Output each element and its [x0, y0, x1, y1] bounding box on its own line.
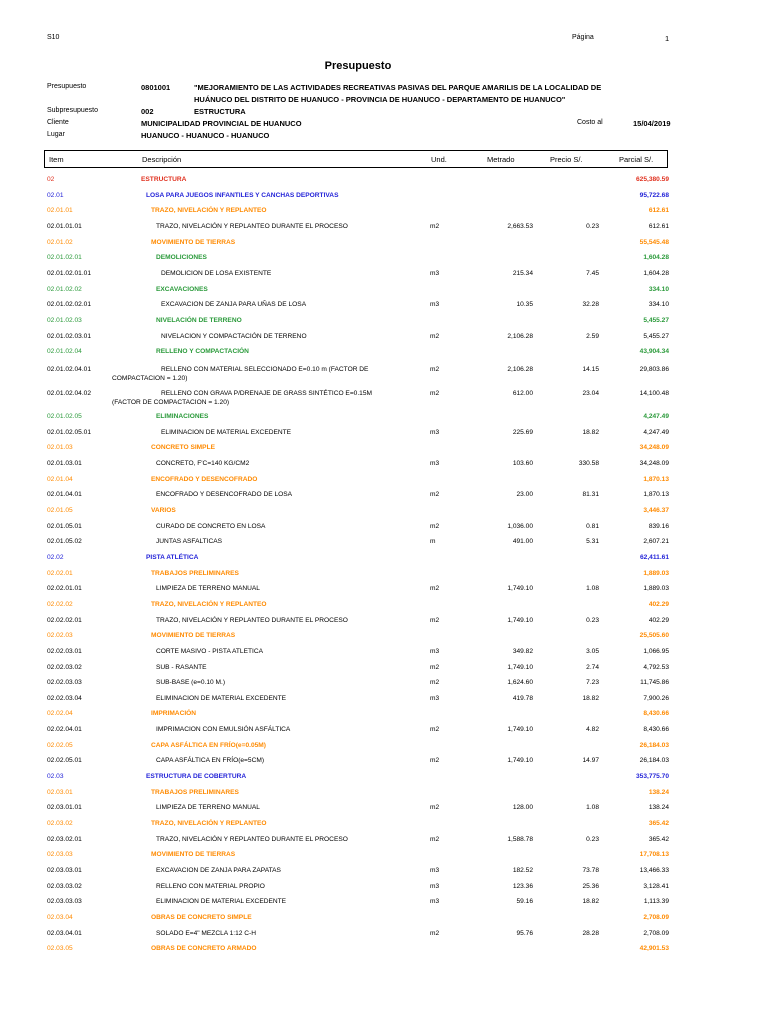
row-item-code: 02.01.02.05: [47, 413, 82, 421]
row-metrado: 23.00: [516, 491, 533, 499]
row-precio: 5.31: [586, 538, 599, 546]
row-precio: 14.97: [582, 757, 599, 765]
row-item-code: 02.01.02: [47, 238, 73, 246]
row-item-code: 02.02.03.01: [47, 647, 82, 655]
row-item-code: 02.01: [47, 191, 64, 199]
row-item-code: 02.02.04.01: [47, 726, 82, 734]
column-metrado: Metrado: [487, 155, 515, 164]
row-metrado: 1,588.78: [507, 835, 533, 843]
row-parcial: 839.16: [648, 522, 669, 530]
row-item-code: 02.01.03: [47, 444, 73, 452]
row-metrado: 95.76: [516, 929, 533, 937]
row-description: TRAZO, NIVELACIÓN Y REPLANTEO: [151, 820, 267, 827]
row-parcial: 1,889.03: [643, 585, 669, 593]
row-parcial: 3,128.41: [643, 882, 669, 890]
row-description: SOLADO E=4" MEZCLA 1:12 C-H: [156, 929, 257, 937]
row-parcial: 612.61: [648, 207, 669, 215]
row-precio: 73.78: [582, 866, 599, 874]
row-description: EXCAVACION DE ZANJA PARA UÑAS DE LOSA: [161, 301, 307, 309]
row-unit: m2: [430, 929, 440, 937]
row-parcial: 34,248.09: [639, 460, 669, 468]
row-item-code: 02.02.03.03: [47, 679, 82, 687]
cliente-value: MUNICIPALIDAD PROVINCIAL DE HUANUCO: [141, 119, 302, 128]
row-item-code: 02.03.05: [47, 945, 73, 953]
presupuesto-code: 0801001: [141, 83, 171, 92]
row-precio: 18.82: [582, 898, 599, 906]
row-unit: m3: [430, 301, 440, 309]
row-unit: m3: [430, 428, 440, 436]
row-metrado: 612.00: [512, 390, 533, 398]
row-description: TRABAJOS PRELIMINARES: [151, 788, 239, 796]
row-unit: m3: [430, 898, 440, 906]
row-parcial: 4,247.49: [643, 413, 669, 421]
row-item-code: 02: [47, 176, 55, 183]
row-item-code: 02.01.05: [47, 507, 73, 514]
row-item-code: 02.02.03: [47, 632, 73, 640]
row-item-code: 02.01.02.05.01: [47, 428, 91, 436]
row-item-code: 02.03.03.01: [47, 866, 82, 874]
row-item-code: 02.01.04.01: [47, 491, 82, 499]
row-description: CONCRETO, F'C=140 KG/CM2: [156, 460, 250, 468]
row-metrado: 215.34: [512, 269, 533, 277]
row-item-code: 02.02.05: [47, 741, 73, 749]
row-item-code: 02.01.05.02: [47, 538, 82, 546]
row-description: RELLENO CON GRAVA P/DRENAJE DE GRASS SINTÉTICO E=0.15M: [161, 390, 372, 398]
row-unit: m2: [430, 390, 440, 398]
row-description: LIMPIEZA DE TERRENO MANUAL: [156, 585, 260, 593]
row-parcial: 2,708.09: [643, 929, 669, 937]
row-parcial: 26,184.03: [639, 741, 669, 749]
row-description: TRAZO, NIVELACIÓN Y REPLANTEO: [151, 207, 267, 215]
row-unit: m: [430, 538, 436, 546]
row-unit: m3: [430, 694, 440, 702]
row-unit: m2: [430, 663, 440, 671]
row-precio: 23.04: [582, 390, 599, 398]
row-precio: 2.74: [586, 663, 599, 671]
row-parcial: 625,380.59: [635, 176, 669, 183]
row-metrado: 349.82: [512, 647, 533, 655]
row-parcial: 7,900.26: [643, 694, 669, 702]
row-precio: 0.23: [586, 835, 599, 843]
row-precio: 4.82: [586, 726, 599, 734]
row-parcial: 2,607.21: [643, 538, 669, 546]
row-parcial: 14,100.48: [639, 390, 669, 398]
row-item-code: 02.02.03.04: [47, 694, 82, 702]
column-precio: Precio S/.: [550, 155, 583, 164]
row-item-code: 02.03.01.01: [47, 804, 82, 812]
row-precio: 81.31: [582, 491, 599, 499]
row-parcial: 365.42: [648, 835, 669, 843]
row-precio: 14.15: [582, 365, 599, 373]
row-unit: m2: [430, 835, 440, 843]
row-item-code: 02.02.01.01: [47, 585, 82, 593]
row-metrado: 10.35: [516, 301, 533, 309]
row-parcial: 55,545.48: [639, 238, 669, 246]
row-item-code: 02.01.02.02.01: [47, 301, 91, 309]
row-item-code: 02.02.02.01: [47, 616, 82, 624]
column-item: Item: [49, 155, 64, 164]
row-item-code: 02.03.03: [47, 851, 73, 859]
row-description: ELIMINACION DE MATERIAL EXCEDENTE: [156, 898, 287, 906]
row-parcial: 5,455.27: [643, 332, 669, 340]
row-parcial: 1,604.28: [643, 254, 669, 262]
costo-label: Costo al: [577, 119, 603, 126]
table-header: [44, 150, 668, 168]
row-metrado: 2,663.53: [507, 222, 533, 230]
row-description-continued: COMPACTACION = 1.20): [112, 374, 188, 382]
row-parcial: 13,466.33: [639, 866, 669, 874]
row-unit: m2: [430, 222, 440, 230]
costo-date: 15/04/2019: [633, 119, 671, 128]
row-description: TRAZO, NIVELACIÓN Y REPLANTEO DURANTE EL PROCESO: [156, 616, 348, 624]
row-unit: m2: [430, 726, 440, 734]
row-precio: 28.28: [582, 929, 599, 937]
row-precio: 18.82: [582, 428, 599, 436]
row-description: DEMOLICIONES: [156, 254, 207, 262]
row-metrado: 182.52: [512, 866, 533, 874]
row-description-continued: (FACTOR DE COMPACTACION = 1.20): [112, 399, 230, 407]
row-item-code: 02.02.01: [47, 569, 73, 577]
row-parcial: 334.10: [648, 301, 669, 309]
row-description: OBRAS DE CONCRETO SIMPLE: [151, 913, 252, 921]
row-metrado: 2,106.28: [507, 332, 533, 340]
row-item-code: 02.01.02.03: [47, 316, 82, 324]
row-parcial: 34,248.09: [639, 444, 669, 452]
row-metrado: 1,749.10: [507, 757, 533, 765]
row-description: CAPA ASFÁLTICA EN FRÍO(e=0.05M): [151, 741, 266, 749]
row-metrado: 59.16: [516, 898, 533, 906]
row-unit: m3: [430, 460, 440, 468]
row-precio: 3.05: [586, 647, 599, 655]
row-parcial: 1,870.13: [643, 475, 669, 483]
row-unit: m2: [430, 491, 440, 499]
row-description: ENCOFRADO Y DESENCOFRADO DE LOSA: [156, 491, 293, 499]
row-metrado: 225.69: [512, 428, 533, 436]
row-description: ENCOFRADO Y DESENCOFRADO: [151, 475, 258, 483]
row-unit: m2: [430, 522, 440, 530]
row-description: ELIMINACION DE MATERIAL EXCEDENTE: [161, 428, 292, 436]
row-description: CONCRETO SIMPLE: [151, 444, 215, 452]
row-precio: 7.23: [586, 679, 599, 687]
row-description: IMPRIMACION CON EMULSIÓN ASFÁLTICA: [156, 726, 291, 734]
row-item-code: 02.01.02.02: [47, 285, 82, 293]
row-parcial: 353,775.70: [635, 773, 669, 781]
row-item-code: 02.01.02.04.02: [47, 390, 91, 398]
row-parcial: 4,247.49: [643, 428, 669, 436]
row-description: EXCAVACIONES: [156, 285, 208, 293]
row-description: LIMPIEZA DE TERRENO MANUAL: [156, 804, 260, 812]
row-metrado: 491.00: [512, 538, 533, 546]
presupuesto-label: Presupuesto: [47, 83, 87, 90]
report-code: S10: [47, 34, 60, 41]
lugar-value: HUANUCO - HUANUCO - HUANUCO: [141, 131, 270, 140]
row-parcial: 1,889.03: [643, 569, 669, 577]
presupuesto-description-line2: HUÁNUCO DEL DISTRITO DE HUANUCO - PROVINCIA DE HUANUCO - DEPARTAMENTO DE HUANUCO": [194, 95, 566, 104]
row-description: CAPA ASFÁLTICA EN FRÍO(e=5CM): [156, 757, 265, 765]
row-metrado: 128.00: [512, 804, 533, 812]
row-precio: 18.82: [582, 694, 599, 702]
row-description: RELLENO Y COMPACTACIÓN: [156, 348, 249, 356]
row-description: MOVIMIENTO DE TIERRAS: [151, 238, 236, 246]
row-metrado: 1,749.10: [507, 726, 533, 734]
row-item-code: 02.02.03.02: [47, 663, 82, 671]
row-description: NIVELACION Y COMPACTACIÓN DE TERRENO: [161, 332, 307, 340]
row-parcial: 11,745.86: [640, 679, 669, 687]
row-precio: 0.23: [586, 222, 599, 230]
row-parcial: 402.29: [648, 600, 669, 608]
row-item-code: 02.03.02.01: [47, 835, 82, 843]
row-description: TRAZO, NIVELACIÓN Y REPLANTEO DURANTE EL PROCESO: [156, 835, 348, 843]
row-description: ELIMINACIONES: [156, 413, 209, 421]
row-item-code: 02.01.04: [47, 475, 73, 483]
row-parcial: 2,708.09: [643, 913, 669, 921]
row-unit: m2: [430, 616, 440, 624]
row-parcial: 1,066.95: [643, 647, 669, 655]
row-parcial: 402.29: [648, 616, 669, 624]
lugar-label: Lugar: [47, 131, 65, 138]
row-unit: m3: [430, 882, 440, 890]
row-description: CURADO DE CONCRETO EN LOSA: [156, 522, 266, 530]
row-item-code: 02.03.04: [47, 913, 73, 921]
row-item-code: 02.01.02.03.01: [47, 332, 91, 340]
row-item-code: 02.03.03.02: [47, 882, 82, 890]
row-description: MOVIMIENTO DE TIERRAS: [151, 851, 236, 859]
row-unit: m2: [430, 804, 440, 812]
row-description: JUNTAS ASFALTICAS: [156, 538, 223, 546]
row-precio: 32.28: [582, 301, 599, 309]
row-description: RELLENO CON MATERIAL SELECCIONADO E=0.10 m (FACTOR DE: [161, 365, 369, 373]
row-description: TRABAJOS PRELIMINARES: [151, 569, 239, 577]
subpresupuesto-code: 002: [141, 107, 154, 116]
subpresupuesto-label: Subpresupuesto: [47, 107, 98, 114]
row-description: EXCAVACION DE ZANJA PARA ZAPATAS: [156, 866, 281, 874]
row-unit: m2: [430, 757, 440, 765]
row-unit: m2: [430, 585, 440, 593]
row-parcial: 8,430.66: [643, 726, 669, 734]
row-parcial: 3,446.37: [643, 507, 669, 514]
row-parcial: 1,870.13: [643, 491, 669, 499]
row-precio: 2.59: [586, 332, 599, 340]
row-precio: 0.81: [586, 522, 599, 530]
row-metrado: 1,749.10: [507, 663, 533, 671]
row-metrado: 419.78: [512, 694, 533, 702]
row-description: NIVELACIÓN DE TERRENO: [156, 316, 242, 324]
row-unit: m3: [430, 647, 440, 655]
row-description: RELLENO CON MATERIAL PROPIO: [156, 882, 265, 890]
column-unit: Und.: [431, 155, 447, 164]
row-description: ESTRUCTURA DE COBERTURA: [146, 773, 247, 781]
row-item-code: 02.03.04.01: [47, 929, 82, 937]
row-description: IMPRIMACIÓN: [151, 710, 197, 718]
row-description: MOVIMIENTO DE TIERRAS: [151, 632, 236, 640]
row-description: TRAZO, NIVELACIÓN Y REPLANTEO DURANTE EL PROCESO: [156, 222, 348, 230]
row-parcial: 8,430.66: [643, 710, 669, 718]
row-description: ELIMINACION DE MATERIAL EXCEDENTE: [156, 694, 287, 702]
row-item-code: 02.01.02.01.01: [47, 269, 91, 277]
row-item-code: 02.02.02: [47, 600, 73, 608]
row-parcial: 5,455.27: [643, 316, 669, 324]
row-item-code: 02.01.02.04.01: [47, 365, 91, 373]
row-description: OBRAS DE CONCRETO ARMADO: [151, 945, 257, 953]
row-metrado: 1,624.60: [507, 679, 533, 687]
row-parcial: 62,411.61: [640, 553, 669, 561]
cliente-label: Cliente: [47, 119, 69, 126]
row-item-code: 02.02: [47, 553, 64, 561]
row-metrado: 103.60: [512, 460, 533, 468]
column-parcial: Parcial S/.: [619, 155, 654, 164]
row-item-code: 02.01.01: [47, 207, 73, 215]
subpresupuesto-name: ESTRUCTURA: [194, 107, 246, 116]
row-metrado: 1,036.00: [507, 522, 533, 530]
row-precio: 7.45: [586, 269, 599, 277]
row-metrado: 1,749.10: [507, 616, 533, 624]
row-item-code: 02.01.03.01: [47, 460, 82, 468]
row-metrado: 123.36: [512, 882, 533, 890]
row-description: SUB-BASE (e=0.10 M.): [156, 679, 226, 687]
row-item-code: 02.01.05.01: [47, 522, 82, 530]
row-precio: 330.58: [578, 460, 599, 468]
row-description: LOSA PARA JUEGOS INFANTILES Y CANCHAS DEPORTIVAS: [146, 191, 339, 199]
page-label: Página: [572, 34, 594, 41]
row-metrado: 1,749.10: [507, 585, 533, 593]
row-description: SUB - RASANTE: [156, 663, 207, 671]
row-item-code: 02.01.02.01: [47, 254, 82, 262]
page-number: 1: [665, 34, 670, 43]
row-precio: 25.36: [582, 882, 599, 890]
row-description: VARIOS: [151, 507, 176, 514]
row-description: PISTA ATLÉTICA: [146, 553, 199, 561]
row-parcial: 365.42: [648, 820, 669, 827]
row-description: CORTE MASIVO - PISTA ATLETICA: [156, 647, 263, 655]
row-unit: m2: [430, 332, 440, 340]
row-parcial: 26,184.03: [639, 757, 669, 765]
row-item-code: 02.01.02.04: [47, 348, 82, 356]
row-parcial: 138.24: [648, 804, 669, 812]
row-description: ESTRUCTURA: [141, 176, 187, 183]
row-item-code: 02.03: [47, 773, 64, 781]
row-description: DEMOLICION DE LOSA EXISTENTE: [161, 269, 272, 277]
row-item-code: 02.01.01.01: [47, 222, 82, 230]
row-parcial: 4,792.53: [643, 663, 669, 671]
row-item-code: 02.03.01: [47, 788, 73, 796]
row-parcial: 1,604.28: [643, 269, 669, 277]
row-item-code: 02.02.04: [47, 710, 73, 718]
row-parcial: 42,901.53: [639, 945, 669, 953]
row-parcial: 17,708.13: [639, 851, 669, 859]
page-title: Presupuesto: [324, 60, 392, 72]
row-unit: m3: [430, 866, 440, 874]
row-metrado: 2,106.28: [507, 365, 533, 373]
row-precio: 0.23: [586, 616, 599, 624]
row-parcial: 138.24: [648, 788, 669, 796]
row-parcial: 25,505.60: [639, 632, 669, 640]
row-parcial: 1,113.39: [643, 898, 669, 906]
row-parcial: 29,803.86: [639, 365, 669, 373]
row-description: TRAZO, NIVELACIÓN Y REPLANTEO: [151, 600, 267, 608]
presupuesto-description-line1: "MEJORAMIENTO DE LAS ACTIVIDADES RECREATIVAS PASIVAS DEL PARQUE AMARILIS DE LA LOCALIDAD DE: [194, 83, 602, 92]
row-precio: 1.08: [586, 585, 599, 593]
row-item-code: 02.03.02: [47, 820, 73, 827]
row-item-code: 02.02.05.01: [47, 757, 82, 765]
row-parcial: 43,904.34: [639, 348, 669, 356]
row-unit: m2: [430, 365, 440, 373]
row-unit: m3: [430, 269, 440, 277]
row-parcial: 334.10: [648, 285, 669, 293]
row-precio: 1.08: [586, 804, 599, 812]
row-unit: m2: [430, 679, 440, 687]
column-description: Descripción: [142, 155, 182, 164]
row-parcial: 95,722.68: [639, 191, 669, 199]
row-parcial: 612.61: [648, 222, 669, 230]
row-item-code: 02.03.03.03: [47, 898, 82, 906]
